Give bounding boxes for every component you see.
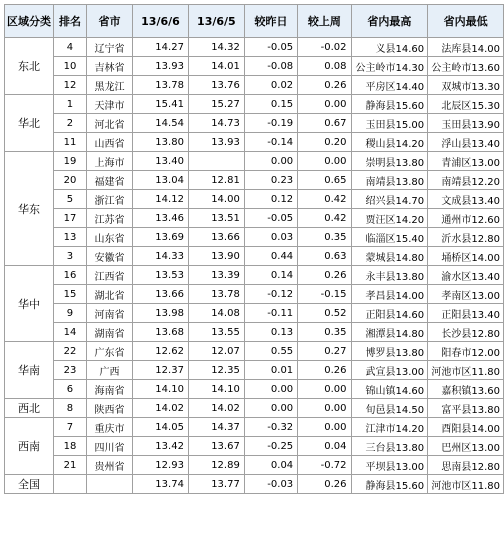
- change-week-cell: 0.20: [298, 133, 351, 152]
- table-row: [5, 475, 504, 494]
- change-day-cell: -0.32: [244, 418, 297, 437]
- price-0605-cell: 13.39: [188, 266, 244, 285]
- price-table: [4, 4, 504, 494]
- table-row: [5, 437, 504, 456]
- header-row: [5, 5, 504, 38]
- price-0605-cell: 14.08: [188, 304, 244, 323]
- header-rank: 排名: [54, 5, 87, 38]
- region-cell: 西南: [5, 418, 54, 475]
- province-low-cell: 沂水县12.80: [428, 228, 504, 247]
- price-0605-cell: 13.77: [188, 475, 244, 494]
- province-cell: 江苏省: [86, 209, 132, 228]
- rank-cell: 5: [54, 190, 87, 209]
- province-cell: 山西省: [86, 133, 132, 152]
- rank-cell: 1: [54, 95, 87, 114]
- table-row: [5, 209, 504, 228]
- price-0606-cell: 12.37: [133, 361, 189, 380]
- price-0606-cell: 14.27: [133, 38, 189, 57]
- price-0605-cell: 12.07: [188, 342, 244, 361]
- province-high-cell: 蒙城县14.80: [351, 247, 428, 266]
- change-week-cell: 0.42: [298, 209, 351, 228]
- change-day-cell: 0.04: [244, 456, 297, 475]
- change-week-cell: 0.04: [298, 437, 351, 456]
- province-high-cell: 平坝县13.00: [351, 456, 428, 475]
- province-low-cell: 富平县13.80: [428, 399, 504, 418]
- rank-cell: 6: [54, 380, 87, 399]
- table-row: [5, 171, 504, 190]
- province-cell: 河南省: [86, 304, 132, 323]
- province-high-cell: 博罗县13.80: [351, 342, 428, 361]
- table-row: [5, 418, 504, 437]
- province-cell: 海南省: [86, 380, 132, 399]
- province-cell: 浙江省: [86, 190, 132, 209]
- rank-cell: 20: [54, 171, 87, 190]
- change-day-cell: 0.15: [244, 95, 297, 114]
- rank-cell: 10: [54, 57, 87, 76]
- price-0605-cell: 13.55: [188, 323, 244, 342]
- change-day-cell: -0.08: [244, 57, 297, 76]
- rank-cell: 12: [54, 76, 87, 95]
- province-low-cell: 河池市区11.80: [428, 361, 504, 380]
- price-0606-cell: 13.40: [133, 152, 189, 171]
- province-low-cell: 思南县12.80: [428, 456, 504, 475]
- price-0606-cell: 14.02: [133, 399, 189, 418]
- table-row: [5, 342, 504, 361]
- price-0606-cell: 13.53: [133, 266, 189, 285]
- province-cell: 四川省: [86, 437, 132, 456]
- province-cell: 福建省: [86, 171, 132, 190]
- region-cell: 西北: [5, 399, 54, 418]
- province-low-cell: 文成县13.40: [428, 190, 504, 209]
- province-low-cell: 阳春市12.00: [428, 342, 504, 361]
- price-0606-cell: 13.46: [133, 209, 189, 228]
- price-0606-cell: 13.04: [133, 171, 189, 190]
- price-0606-cell: 13.74: [133, 475, 189, 494]
- price-0606-cell: 13.80: [133, 133, 189, 152]
- province-high-cell: 绍兴县14.70: [351, 190, 428, 209]
- price-table-container: [4, 4, 504, 494]
- table-row: [5, 95, 504, 114]
- price-0606-cell: 13.69: [133, 228, 189, 247]
- change-day-cell: 0.55: [244, 342, 297, 361]
- price-0606-cell: 14.05: [133, 418, 189, 437]
- table-row: [5, 114, 504, 133]
- rank-cell: 14: [54, 323, 87, 342]
- change-day-cell: 0.13: [244, 323, 297, 342]
- price-0606-cell: 13.93: [133, 57, 189, 76]
- table-row: [5, 304, 504, 323]
- province-high-cell: 义县14.60: [351, 38, 428, 57]
- province-cell: 重庆市: [86, 418, 132, 437]
- rank-cell: 3: [54, 247, 87, 266]
- price-0605-cell: 12.89: [188, 456, 244, 475]
- price-0606-cell: 13.68: [133, 323, 189, 342]
- rank-cell: 17: [54, 209, 87, 228]
- table-row: [5, 323, 504, 342]
- rank-cell: 9: [54, 304, 87, 323]
- change-week-cell: 0.00: [298, 95, 351, 114]
- province-high-cell: 江津市14.20: [351, 418, 428, 437]
- province-cell: 山东省: [86, 228, 132, 247]
- province-low-cell: 嘉积镇13.60: [428, 380, 504, 399]
- province-cell: [86, 475, 132, 494]
- province-high-cell: 静海县15.60: [351, 95, 428, 114]
- rank-cell: 18: [54, 437, 87, 456]
- change-day-cell: 0.01: [244, 361, 297, 380]
- change-day-cell: -0.14: [244, 133, 297, 152]
- region-cell: 华东: [5, 152, 54, 266]
- price-0606-cell: 13.66: [133, 285, 189, 304]
- price-0605-cell: 14.02: [188, 399, 244, 418]
- province-cell: 河北省: [86, 114, 132, 133]
- province-cell: 天津市: [86, 95, 132, 114]
- table-row: [5, 76, 504, 95]
- price-0605-cell: 12.35: [188, 361, 244, 380]
- change-day-cell: 0.44: [244, 247, 297, 266]
- change-day-cell: 0.00: [244, 399, 297, 418]
- province-cell: 湖北省: [86, 285, 132, 304]
- header-province-high: 省内最高: [351, 5, 428, 38]
- change-day-cell: -0.03: [244, 475, 297, 494]
- price-0605-cell: 14.00: [188, 190, 244, 209]
- price-0605-cell: 15.27: [188, 95, 244, 114]
- rank-cell: 2: [54, 114, 87, 133]
- price-0605-cell: 13.90: [188, 247, 244, 266]
- province-high-cell: 静海县15.60: [351, 475, 428, 494]
- province-high-cell: 稷山县14.20: [351, 133, 428, 152]
- province-high-cell: 旬邑县14.50: [351, 399, 428, 418]
- province-low-cell: 埇桥区14.00: [428, 247, 504, 266]
- price-0605-cell: 14.32: [188, 38, 244, 57]
- change-week-cell: 0.27: [298, 342, 351, 361]
- rank-cell: 11: [54, 133, 87, 152]
- change-week-cell: 0.63: [298, 247, 351, 266]
- price-0606-cell: 14.33: [133, 247, 189, 266]
- province-cell: 贵州省: [86, 456, 132, 475]
- price-0605-cell: 14.01: [188, 57, 244, 76]
- price-0606-cell: 12.62: [133, 342, 189, 361]
- region-cell: 全国: [5, 475, 54, 494]
- province-low-cell: 法库县14.00: [428, 38, 504, 57]
- region-cell: 华南: [5, 342, 54, 399]
- price-0606-cell: 13.98: [133, 304, 189, 323]
- change-day-cell: -0.12: [244, 285, 297, 304]
- rank-cell: 7: [54, 418, 87, 437]
- province-cell: 广西: [86, 361, 132, 380]
- change-week-cell: 0.00: [298, 399, 351, 418]
- price-0605-cell: 12.81: [188, 171, 244, 190]
- table-body: [5, 38, 504, 494]
- province-high-cell: 孝昌县14.00: [351, 285, 428, 304]
- change-week-cell: 0.26: [298, 76, 351, 95]
- change-week-cell: 0.00: [298, 152, 351, 171]
- province-high-cell: 正阳县14.60: [351, 304, 428, 323]
- rank-cell: [54, 475, 87, 494]
- change-week-cell: 0.00: [298, 380, 351, 399]
- price-0606-cell: 14.10: [133, 380, 189, 399]
- table-row: [5, 456, 504, 475]
- table-header: [5, 5, 504, 38]
- change-day-cell: 0.00: [244, 380, 297, 399]
- header-province: 省市: [86, 5, 132, 38]
- province-cell: 吉林省: [86, 57, 132, 76]
- province-cell: 广东省: [86, 342, 132, 361]
- province-high-cell: 平房区14.40: [351, 76, 428, 95]
- province-low-cell: 公主岭市13.60: [428, 57, 504, 76]
- price-0606-cell: 14.54: [133, 114, 189, 133]
- province-high-cell: 公主岭市14.30: [351, 57, 428, 76]
- province-cell: 湖南省: [86, 323, 132, 342]
- price-0606-cell: 13.78: [133, 76, 189, 95]
- price-0606-cell: 15.41: [133, 95, 189, 114]
- price-0605-cell: 13.93: [188, 133, 244, 152]
- province-high-cell: 锦山镇14.60: [351, 380, 428, 399]
- change-week-cell: 0.35: [298, 323, 351, 342]
- table-row: [5, 152, 504, 171]
- header-vs-last-week: 较上周: [298, 5, 351, 38]
- change-day-cell: -0.05: [244, 209, 297, 228]
- table-row: [5, 361, 504, 380]
- province-low-cell: 河池市区11.80: [428, 475, 504, 494]
- table-row: [5, 38, 504, 57]
- region-cell: 东北: [5, 38, 54, 95]
- rank-cell: 23: [54, 361, 87, 380]
- header-date-0606: 13/6/6: [133, 5, 189, 38]
- price-0606-cell: 13.42: [133, 437, 189, 456]
- rank-cell: 15: [54, 285, 87, 304]
- province-cell: 安徽省: [86, 247, 132, 266]
- change-week-cell: 0.67: [298, 114, 351, 133]
- price-0605-cell: 13.78: [188, 285, 244, 304]
- province-high-cell: 玉田县15.00: [351, 114, 428, 133]
- table-row: [5, 285, 504, 304]
- province-low-cell: 长沙县12.80: [428, 323, 504, 342]
- change-day-cell: 0.12: [244, 190, 297, 209]
- change-day-cell: -0.11: [244, 304, 297, 323]
- province-high-cell: 三台县13.80: [351, 437, 428, 456]
- province-cell: 江西省: [86, 266, 132, 285]
- table-row: [5, 380, 504, 399]
- table-row: [5, 228, 504, 247]
- change-week-cell: 0.35: [298, 228, 351, 247]
- province-low-cell: 浮山县13.40: [428, 133, 504, 152]
- province-low-cell: 青浦区13.00: [428, 152, 504, 171]
- province-high-cell: 南靖县13.80: [351, 171, 428, 190]
- header-date-0605: 13/6/5: [188, 5, 244, 38]
- rank-cell: 4: [54, 38, 87, 57]
- province-cell: 辽宁省: [86, 38, 132, 57]
- province-cell: 上海市: [86, 152, 132, 171]
- province-high-cell: 贾汪区14.20: [351, 209, 428, 228]
- price-0605-cell: 13.67: [188, 437, 244, 456]
- change-week-cell: 0.52: [298, 304, 351, 323]
- table-row: [5, 247, 504, 266]
- province-high-cell: 临淄区15.40: [351, 228, 428, 247]
- price-0606-cell: 12.93: [133, 456, 189, 475]
- table-row: [5, 266, 504, 285]
- province-high-cell: 永丰县13.80: [351, 266, 428, 285]
- change-week-cell: 0.65: [298, 171, 351, 190]
- change-week-cell: -0.02: [298, 38, 351, 57]
- region-cell: 华中: [5, 266, 54, 342]
- table-row: [5, 399, 504, 418]
- table-row: [5, 133, 504, 152]
- change-week-cell: 0.08: [298, 57, 351, 76]
- price-0605-cell: [188, 152, 244, 171]
- province-low-cell: 巴州区13.00: [428, 437, 504, 456]
- rank-cell: 16: [54, 266, 87, 285]
- change-week-cell: -0.72: [298, 456, 351, 475]
- province-low-cell: 渝水区13.40: [428, 266, 504, 285]
- change-day-cell: 0.14: [244, 266, 297, 285]
- header-province-low: 省内最低: [428, 5, 504, 38]
- change-day-cell: -0.19: [244, 114, 297, 133]
- change-week-cell: 0.42: [298, 190, 351, 209]
- table-row: [5, 57, 504, 76]
- region-cell: 华北: [5, 95, 54, 152]
- price-0605-cell: 14.37: [188, 418, 244, 437]
- change-week-cell: -0.15: [298, 285, 351, 304]
- rank-cell: 22: [54, 342, 87, 361]
- province-cell: 黑龙江: [86, 76, 132, 95]
- rank-cell: 13: [54, 228, 87, 247]
- price-0605-cell: 13.76: [188, 76, 244, 95]
- change-week-cell: 0.26: [298, 266, 351, 285]
- province-high-cell: 湘潭县14.80: [351, 323, 428, 342]
- province-low-cell: 正阳县13.40: [428, 304, 504, 323]
- province-high-cell: 武宣县13.00: [351, 361, 428, 380]
- rank-cell: 8: [54, 399, 87, 418]
- price-0605-cell: 13.66: [188, 228, 244, 247]
- price-0605-cell: 13.51: [188, 209, 244, 228]
- price-0605-cell: 14.73: [188, 114, 244, 133]
- change-day-cell: -0.05: [244, 38, 297, 57]
- change-day-cell: 0.23: [244, 171, 297, 190]
- province-low-cell: 孝南区13.00: [428, 285, 504, 304]
- rank-cell: 21: [54, 456, 87, 475]
- change-day-cell: 0.02: [244, 76, 297, 95]
- price-0606-cell: 14.12: [133, 190, 189, 209]
- province-cell: 陕西省: [86, 399, 132, 418]
- province-high-cell: 崇明县13.80: [351, 152, 428, 171]
- province-low-cell: 玉田县13.90: [428, 114, 504, 133]
- header-vs-yesterday: 较昨日: [244, 5, 297, 38]
- change-day-cell: -0.25: [244, 437, 297, 456]
- province-low-cell: 通州市12.60: [428, 209, 504, 228]
- province-low-cell: 北辰区15.30: [428, 95, 504, 114]
- table-row: [5, 190, 504, 209]
- header-region: 区域分类: [5, 5, 54, 38]
- rank-cell: 19: [54, 152, 87, 171]
- change-day-cell: 0.00: [244, 152, 297, 171]
- province-low-cell: 酉阳县14.00: [428, 418, 504, 437]
- change-day-cell: 0.03: [244, 228, 297, 247]
- change-week-cell: 0.26: [298, 475, 351, 494]
- change-week-cell: 0.26: [298, 361, 351, 380]
- change-week-cell: 0.00: [298, 418, 351, 437]
- province-low-cell: 南靖县12.20: [428, 171, 504, 190]
- province-low-cell: 双城市13.30: [428, 76, 504, 95]
- price-0605-cell: 14.10: [188, 380, 244, 399]
